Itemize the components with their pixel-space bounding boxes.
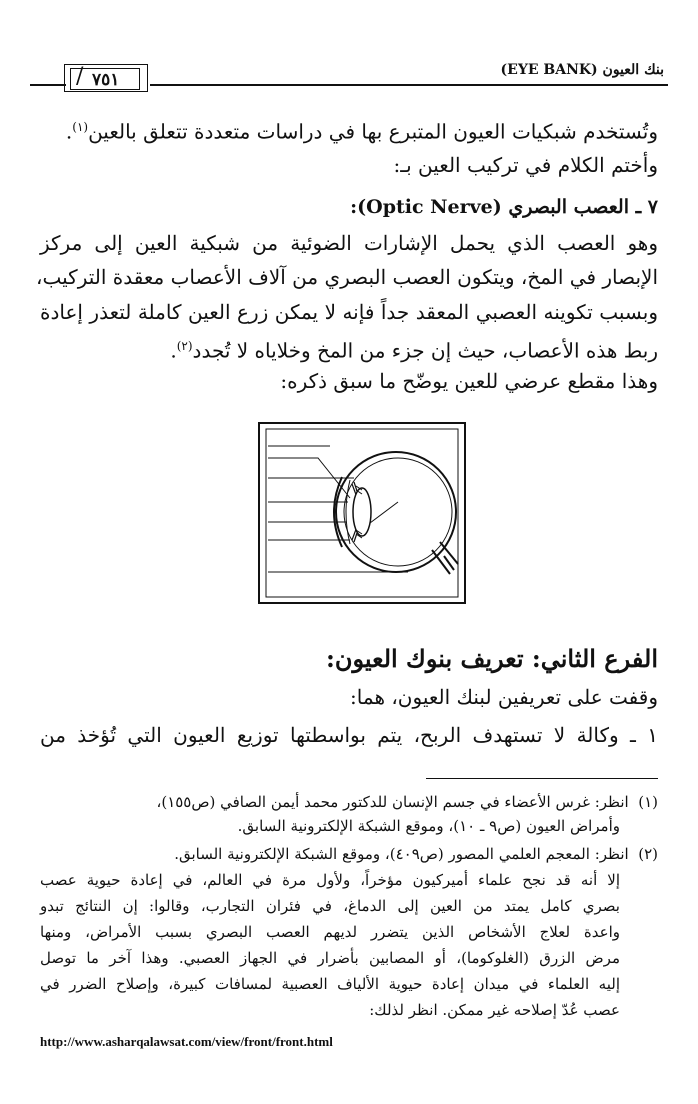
body-text: ربط هذه الأعصاب، حيث إن جزء من المخ وخلاياه لا تُجدد: [192, 338, 658, 363]
heading-optic-nerve: ٧ ـ العصب البصري (Optic Nerve):: [350, 196, 658, 218]
header-left-rule: [30, 84, 66, 86]
running-header-title: بنك العيون (EYE BANK): [500, 62, 664, 78]
page-number-box: [64, 64, 148, 92]
footnote-ref-1: (١): [72, 120, 89, 134]
section-line-2: ١ ـ وكالة لا تستهدف الربح، يتم بواسطتها توزيع العيون التي تُؤخذ من: [40, 723, 658, 747]
footnote-ref-2: (٢): [176, 339, 193, 353]
footnote-separator: [426, 778, 658, 779]
eye-cross-section-diagram: [258, 422, 466, 604]
body-line-6: ربط هذه الأعصاب، حيث إن جزء من المخ وخلاياه لا تُجدد$^{(٢)}$.: [170, 338, 658, 363]
section-title: الفرع الثاني: تعريف بنوك العيون:: [326, 644, 658, 673]
footnote-1-number: (١): [638, 793, 658, 811]
footnote-2-number: (٢): [638, 845, 658, 863]
footnote-1-line-2: وأمراض العيون (ص٩ ـ ١٠)، وموقع الشبكة الإلكترونية السابق.: [237, 817, 620, 835]
body-line-7: وهذا مقطع عرضي للعين يوضّح ما سبق ذكره:: [280, 369, 658, 393]
footnote-2-line-7: عصب عُدّ إصلاحه غير ممكن. انظر لذلك:: [369, 1001, 620, 1019]
lens: [353, 488, 371, 536]
header-rule: [150, 84, 668, 86]
footnote-1-line-1: [156, 790, 658, 814]
footnote-2-line-6: إليه العلماء في ميدان إعادة حيوية الألياف العصبية لمسافات كبيرة، وإصلاح الضرر في: [40, 975, 620, 993]
section-line-1: وقفت على تعريفين لبنك العيون، هما:: [350, 685, 658, 709]
footnote-2-line-5: مرض الزرق (الغلوكوما)، أو المصابين بأضرار في الجهاز العصبي. وهذا آخر ما توصل: [40, 949, 620, 967]
footnote-2-line-4: واعدة لعلاج الأشخاص الذين يتضرر لديهم العصب البصري بسبب الأمراض، ومنها: [40, 923, 620, 941]
body-line-3: وهو العصب الذي يحمل الإشارات الضوئية من شبكية العين إلى مركز: [40, 231, 658, 255]
body-line-5: وبسبب تكوينه العصبي المعقد جداً فإنه لا يمكن زرع العين كاملة لتعذر إعادة: [40, 300, 658, 324]
footnote-2-text: انظر: المعجم العلمي المصور (ص٤٠٩)، وموقع الشبكة الإلكترونية السابق.: [174, 845, 629, 863]
footnote-2-line-1: [174, 842, 658, 866]
footnote-2-line-2: إلا أنه قد نجح علماء أميركيون مؤخراً، ولأول مرة في العالم، في إعادة حيوية عصب: [40, 871, 620, 889]
body-line-4: الإبصار في المخ، ويتكون العصب البصري من آلاف الأعصاب معقدة التركيب،: [36, 265, 658, 289]
footnote-1-text: انظر: غرس الأعضاء في جسم الإنسان للدكتور محمد أيمن الصافي (ص١٥٥)،: [156, 793, 629, 811]
page-number-slash-decoration: /: [76, 64, 84, 89]
body-line-2: وأختم الكلام في تركيب العين بـ:: [393, 153, 658, 177]
body-line-1: وتُستخدم شبكيات العيون المتبرع بها في دراسات متعددة تتعلق بالعين$^{(١)}$.: [65, 119, 658, 144]
footnote-2-line-3: بصري كامل يمتد من العين إلى الدماغ، في فئران التجارب، وقالوا: إن النتائج تبدو: [40, 897, 620, 915]
page-number: ٧٥١: [92, 70, 120, 90]
footnote-url: http://www.asharqalawsat.com/view/front/front.html: [40, 1034, 333, 1049]
body-text: وتُستخدم شبكيات العيون المتبرع بها في دراسات متعددة تتعلق بالعين: [88, 119, 658, 144]
